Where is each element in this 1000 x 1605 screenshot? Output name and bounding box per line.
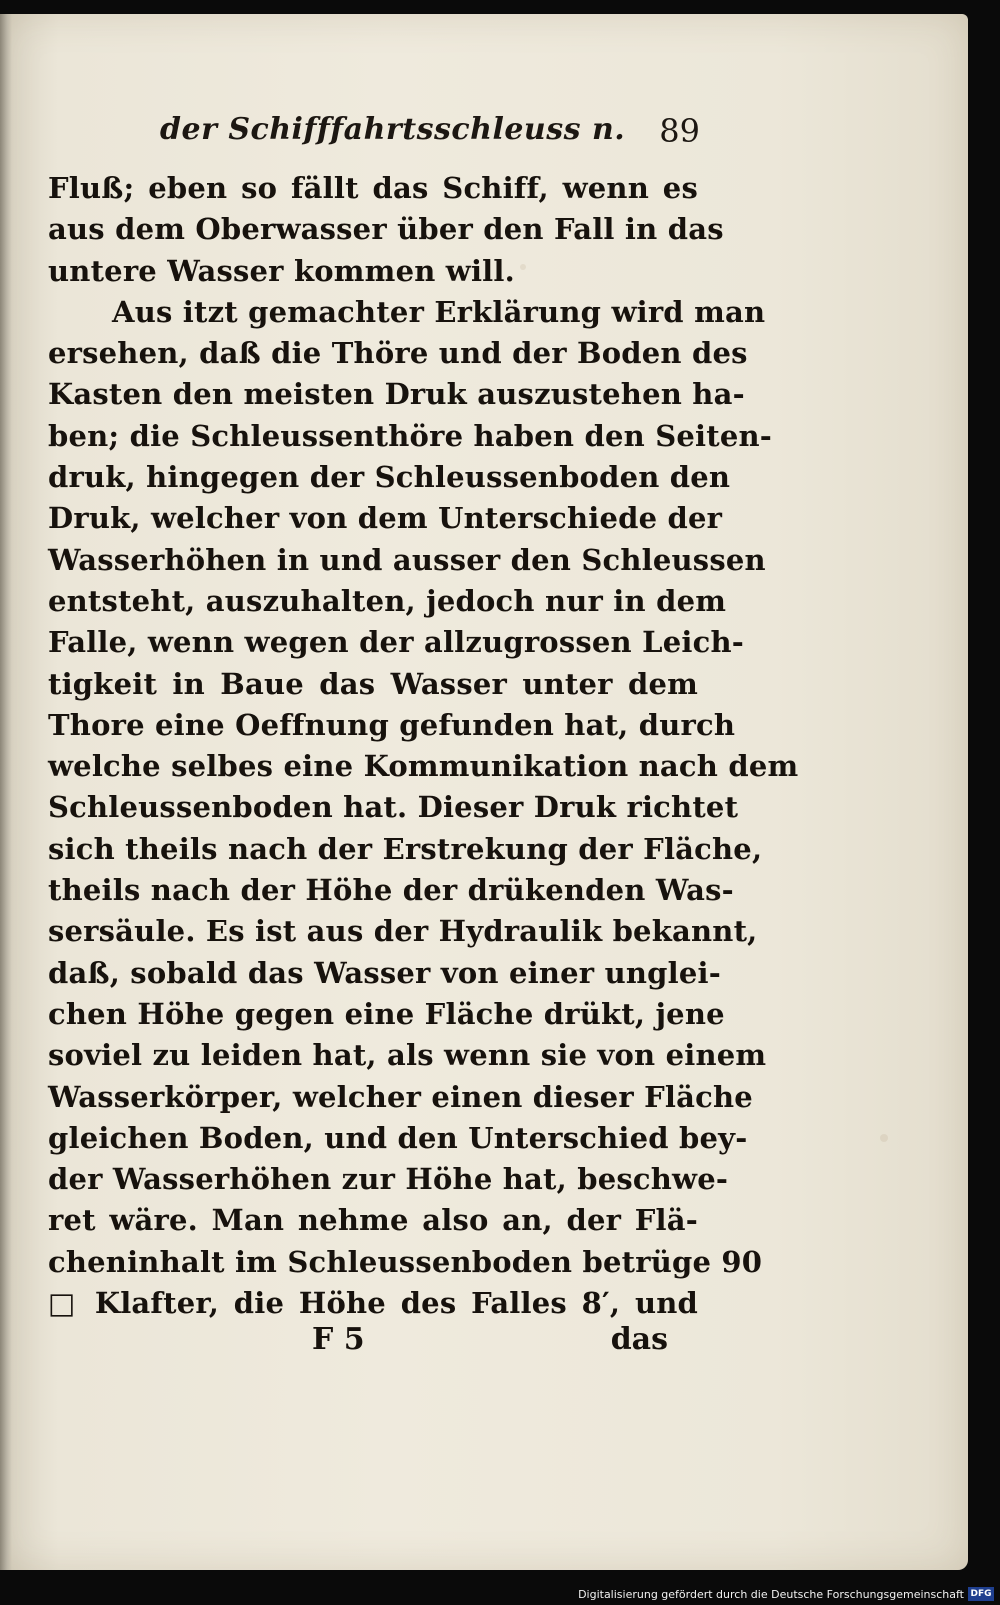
- text-line: aus dem Oberwasser über den Fall in das: [48, 212, 724, 247]
- text-line: soviel zu leiden hat, als wenn sie von einem: [48, 1038, 767, 1073]
- text-line: entsteht, auszuhalten, jedoch nur in dem: [48, 583, 727, 618]
- running-head: der Schifffahrtsschleuss n.: [160, 112, 626, 147]
- paper-spot: [880, 1134, 888, 1142]
- page-foot: [48, 1322, 698, 1368]
- body-text: [48, 168, 799, 1324]
- text-line: sersäule. Es ist aus der Hydraulik bekannt,: [48, 914, 758, 949]
- text-line: cheninhalt im Schleussenboden betrüge 90: [48, 1244, 763, 1279]
- text-line: sich theils nach der Erstrekung der Fläche,: [48, 831, 763, 866]
- funding-credit: Digitalisierung gefördert durch die Deutsche Forschungsgemeinschaft: [578, 1588, 964, 1601]
- text-line: Wasserhöhen in und ausser den Schleussen: [48, 542, 766, 577]
- signature-mark: F 5: [312, 1322, 365, 1357]
- text-line: Thore eine Oeffnung gefunden hat, durch: [48, 707, 736, 742]
- text-line: untere Wasser kommen will.: [48, 253, 515, 288]
- text-line: Wasserkörper, welcher einen dieser Fläche: [48, 1079, 753, 1114]
- text-line: Aus itzt gemachter Erklärung wird man: [112, 294, 766, 329]
- text-line: tigkeit in Baue das Wasser unter dem: [48, 666, 698, 701]
- page-number: 89: [659, 112, 700, 150]
- text-line: ret wäre. Man nehme also an, der Flä-: [48, 1203, 698, 1238]
- text-line: Falle, wenn wegen der allzugrossen Leich-: [48, 625, 744, 660]
- text-line: theils nach der Höhe der drükenden Was-: [48, 873, 734, 908]
- text-line: der Wasserhöhen zur Höhe hat, beschwe-: [48, 1162, 729, 1197]
- text-line: Kasten den meisten Druk auszustehen ha-: [48, 377, 745, 412]
- text-line: chen Höhe gegen eine Fläche drükt, jene: [48, 996, 725, 1031]
- text-line: ben; die Schleussenthöre haben den Seiten-: [48, 418, 772, 453]
- text-line: □ Klafter, die Höhe des Falles 8′, und: [48, 1286, 698, 1321]
- page-header: [160, 112, 700, 158]
- text-line: Druk, welcher von dem Unterschiede der: [48, 501, 723, 536]
- page-binding-edge: [0, 14, 12, 1570]
- text-line: Schleussenboden hat. Dieser Druk richtet: [48, 790, 739, 825]
- text-line: druk, hingegen der Schleussenboden den: [48, 460, 731, 495]
- text-line: ersehen, daß die Thöre und der Boden des: [48, 336, 748, 371]
- text-line: daß, sobald das Wasser von einer unglei-: [48, 955, 721, 990]
- text-line: gleichen Boden, und den Unterschied bey-: [48, 1120, 748, 1155]
- text-line: welche selbes eine Kommunikation nach dem: [48, 749, 799, 784]
- catchword: das: [610, 1322, 668, 1357]
- text-line: Fluß; eben so fällt das Schiff, wenn es: [48, 171, 698, 205]
- dfg-logo: DFG: [968, 1587, 994, 1601]
